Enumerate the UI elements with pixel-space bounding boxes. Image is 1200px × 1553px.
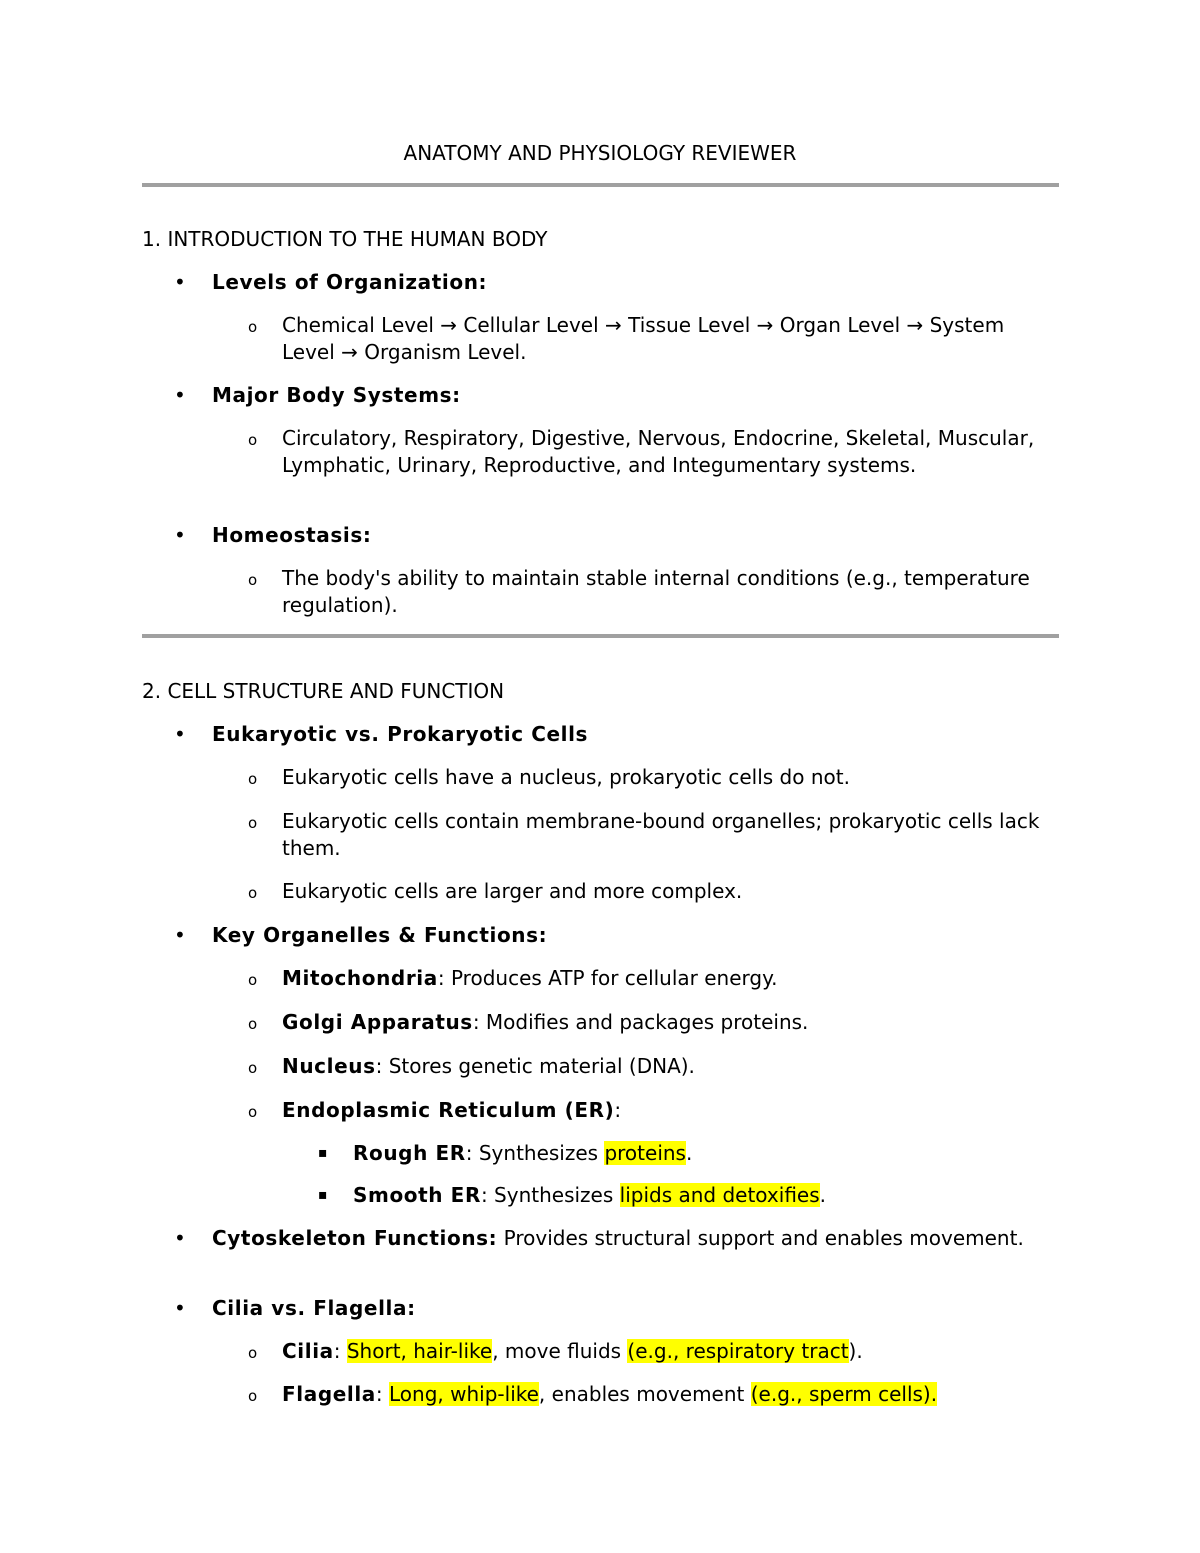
punctuation: ). [848, 1339, 863, 1363]
definition: : Synthesizes [480, 1183, 620, 1207]
item-label: Major Body Systems: [212, 383, 461, 407]
item-text: Eukaryotic cells are larger and more complex. [282, 879, 743, 903]
bullet-icon: • [174, 923, 186, 947]
bullet-icon: o [248, 770, 258, 788]
item-text: Eukaryotic cells contain membrane-bound organelles; prokaryotic cells lack them. [282, 809, 1040, 860]
highlighted-text: Short, hair-like [346, 1339, 493, 1363]
highlighted-text: (e.g., sperm cells). [750, 1382, 938, 1406]
item-text: Eukaryotic cells have a nucleus, prokaryotic cells do not. [282, 765, 850, 789]
definition: : Synthesizes [465, 1141, 605, 1165]
bullet-icon: • [174, 270, 186, 294]
section-heading-2: 2. CELL STRUCTURE AND FUNCTION [142, 679, 505, 703]
item-text: Chemical Level → Cellular Level → Tissue Level → Organ Level → System Level → Organism Level. [282, 313, 1005, 364]
highlighted-text: proteins [604, 1141, 686, 1165]
item-label: Cilia vs. Flagella: [212, 1296, 416, 1320]
bullet-icon: o [248, 571, 258, 589]
bullet-icon: o [248, 1387, 258, 1405]
item-label: Levels of Organization: [212, 270, 488, 294]
item-text: Provides structural support and enables movement. [497, 1226, 1024, 1250]
bullet-icon: • [174, 383, 186, 407]
bullet-icon: o [248, 884, 258, 902]
term: Nucleus [282, 1054, 376, 1078]
square-bullet-icon: ▪ [318, 1187, 328, 1203]
bullet-icon: o [248, 814, 258, 832]
definition: : Produces ATP for cellular energy. [437, 966, 778, 990]
bullet-icon: o [248, 1344, 258, 1362]
item-label: Homeostasis: [212, 523, 372, 547]
bullet-icon: o [248, 431, 258, 449]
bullet-icon: • [174, 722, 186, 746]
bullet-icon: o [248, 1059, 258, 1077]
term: Mitochondria [282, 966, 438, 990]
item-label: Eukaryotic vs. Prokaryotic Cells [212, 722, 589, 746]
highlighted-text: lipids and detoxifies [619, 1183, 820, 1207]
bullet-icon: • [174, 1226, 186, 1250]
item-label: Key Organelles & Functions: [212, 923, 548, 947]
highlighted-text: Long, whip-like [389, 1382, 539, 1406]
highlighted-text: (e.g., respiratory tract [627, 1339, 849, 1363]
punctuation: . [819, 1183, 826, 1207]
definition: , move fluids [492, 1339, 628, 1363]
separator: : [333, 1339, 347, 1363]
term: Flagella [282, 1382, 376, 1406]
item-text: Circulatory, Respiratory, Digestive, Nervous, Endocrine, Skeletal, Muscular, Lymphatic, Urinary, Reproductive, and Integumentary systems. [282, 426, 1035, 477]
section-heading-1: 1. INTRODUCTION TO THE HUMAN BODY [142, 227, 548, 251]
horizontal-rule [142, 634, 1059, 638]
bullet-icon: o [248, 1103, 258, 1121]
definition: : [614, 1098, 622, 1122]
definition: , enables movement [538, 1382, 751, 1406]
bullet-icon: o [248, 971, 258, 989]
term: Golgi Apparatus [282, 1010, 473, 1034]
term: Rough ER [353, 1141, 466, 1165]
bullet-icon: • [174, 523, 186, 547]
term: Cilia [282, 1339, 334, 1363]
definition: : Stores genetic material (DNA). [375, 1054, 695, 1078]
document-title: ANATOMY AND PHYSIOLOGY REVIEWER [403, 141, 797, 165]
punctuation: . [685, 1141, 693, 1165]
horizontal-rule [142, 183, 1059, 187]
item-label: Cytoskeleton Functions: [212, 1226, 498, 1250]
bullet-icon: o [248, 318, 258, 336]
term: Smooth ER [353, 1183, 481, 1207]
separator: : [375, 1382, 390, 1406]
term: Endoplasmic Reticulum (ER) [282, 1098, 615, 1122]
square-bullet-icon: ▪ [318, 1145, 328, 1161]
item-text: The body's ability to maintain stable internal conditions (e.g., temperature regulation). [282, 566, 1030, 617]
definition: : Modifies and packages proteins. [472, 1010, 809, 1034]
bullet-icon: • [174, 1296, 186, 1320]
bullet-icon: o [248, 1015, 258, 1033]
